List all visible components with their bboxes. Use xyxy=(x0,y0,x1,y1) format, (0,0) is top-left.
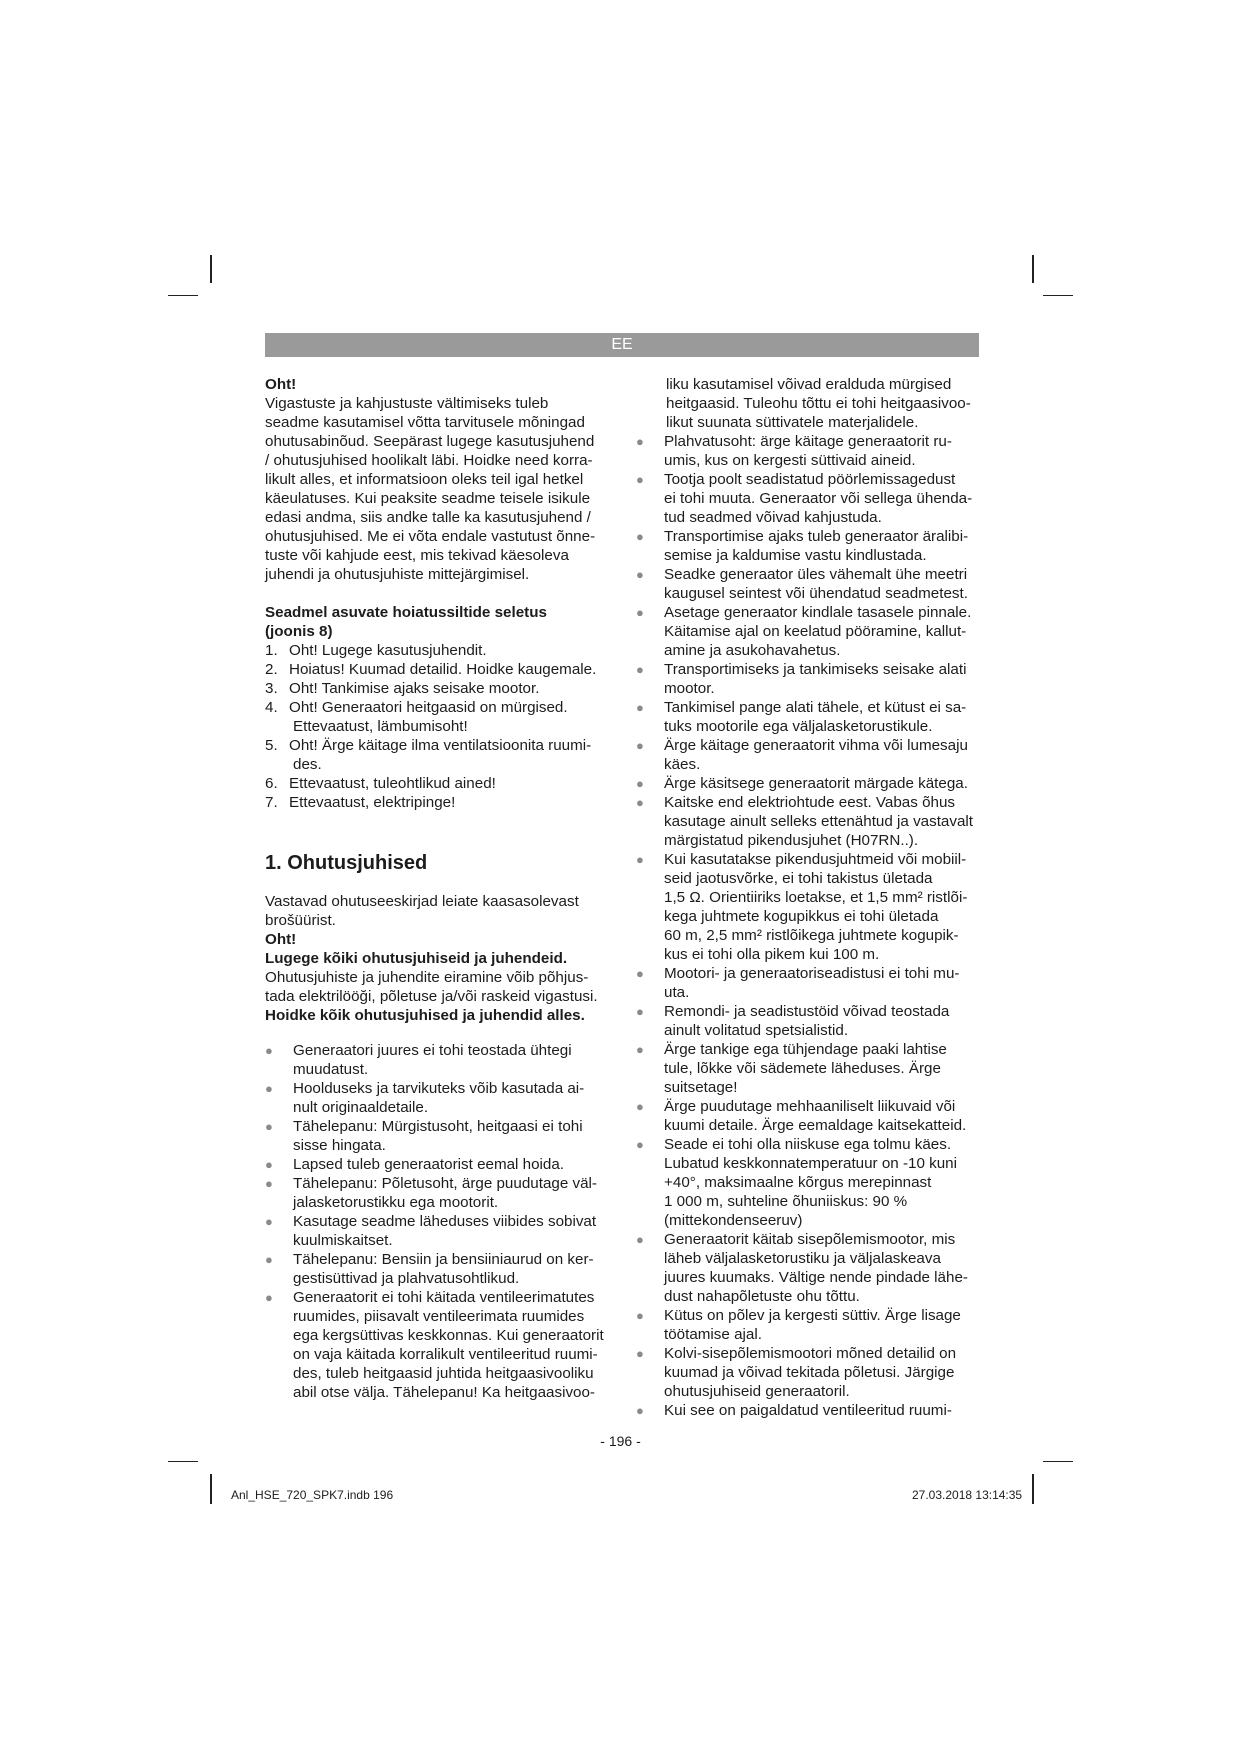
bullet-icon: ● xyxy=(265,1043,273,1058)
text-line: Lapsed tuleb generaatorist eemal hoida. xyxy=(293,1156,565,1173)
warning-labels-title: Seadmel asuvate hoiatussiltide seletus xyxy=(265,604,547,621)
text-line: Asetage generaator kindlale tasasele pinnale. xyxy=(664,604,972,621)
bullet-item xyxy=(636,527,986,565)
crop-mark xyxy=(1043,1461,1073,1462)
text-line: liku kasutamisel võivad eralduda mürgised xyxy=(666,376,952,393)
bullet-icon: ● xyxy=(265,1252,273,1267)
text-line: Kasutage seadme läheduses viibides sobivat xyxy=(293,1213,597,1230)
text-line: kasutage ainult selleks ettenähtud ja vastavalt xyxy=(664,813,974,830)
warning-label-item xyxy=(265,774,615,793)
text-line: Ärge puudutage mehhaaniliselt liikuvaid või xyxy=(664,1098,956,1115)
text-line: tuste või kahjude eest, mis tekivad käesoleva xyxy=(265,547,569,564)
text-line: seid jaotusvõrke, ei tohi takistus ületada xyxy=(664,870,933,887)
text-line: uta. xyxy=(664,984,690,1001)
bullet-item xyxy=(265,1079,615,1117)
warning-labels-list xyxy=(265,641,615,812)
bullet-icon: ● xyxy=(265,1290,273,1305)
bullet-item xyxy=(636,1135,986,1230)
text-line: abil otse välja. Tähelepanu! Ka heitgaasivoo- xyxy=(293,1384,595,1401)
text-line: tada elektrilööği, põletuse ja/või raskeid vigastusi. xyxy=(265,988,598,1005)
text-line: on vaja käitada korralikult ventileeritud ruumi- xyxy=(293,1346,598,1363)
bullet-text xyxy=(664,603,986,660)
text-line: Lubatud keskkonnatemperatuur on -10 kuni xyxy=(664,1155,957,1172)
bullet-item xyxy=(636,850,986,964)
item-text xyxy=(289,774,615,793)
bullet-item xyxy=(636,565,986,603)
warning-label-item xyxy=(265,698,615,736)
text-line: Ärge käsitsege generaatorit märgade kätega. xyxy=(664,775,968,792)
bullet-text xyxy=(664,1097,986,1135)
warning-label-item xyxy=(265,793,615,812)
text-line: ohutusjuhised. Me ei võta endale vastutust õnne- xyxy=(265,528,596,545)
print-file-info: Anl_HSE_720_SPK7.indb 196 xyxy=(231,1488,394,1502)
bullet-icon: ● xyxy=(636,567,644,582)
text-line: Kui see on paigaldatud ventileeritud ruumi- xyxy=(664,1402,952,1419)
text-line: +40°, maksimaalne kõrgus merepinnast xyxy=(664,1174,932,1191)
text-line: Ettevaatust, lämbumisoht! xyxy=(293,718,468,735)
text-line: nult originaaldetaile. xyxy=(293,1099,429,1116)
bullet-text xyxy=(664,470,986,527)
consequences-text xyxy=(265,968,615,1006)
bullet-text xyxy=(293,1288,615,1402)
text-line: Ohutusjuhiste ja juhendite eiramine võib põhjus- xyxy=(265,969,589,986)
bullet-text xyxy=(664,432,986,470)
bullet-icon: ● xyxy=(636,1403,644,1418)
text-line: semise ja kaldumise vastu kindlustada. xyxy=(664,547,927,564)
bullet-icon: ● xyxy=(636,1004,644,1019)
text-line: juhendi ja ohutusjuhiste mittejärgimisel. xyxy=(265,566,530,583)
text-line: 60 m, 2,5 mm² ristlõikega juhtmete kogupik- xyxy=(664,927,959,944)
text-line: kuulmiskaitset. xyxy=(293,1232,393,1249)
warning-label-item xyxy=(265,679,615,698)
text-line: Tootja poolt seadistatud pöörlemissagedust xyxy=(664,471,956,488)
crop-mark xyxy=(210,1474,212,1504)
text-line: Generaatori juures ei tohi teostada ühtegi xyxy=(293,1042,572,1059)
bullet-text xyxy=(664,1040,986,1097)
text-line: kega juhtmete kogupikkus ei tohi ületada xyxy=(664,908,939,925)
bullet-text xyxy=(664,660,986,698)
text-line: gestisüttivad ja plahvatusohtlikud. xyxy=(293,1270,520,1287)
bullet-item xyxy=(636,793,986,850)
text-line: Remondi- ja seadistustöid võivad teostada xyxy=(664,1003,950,1020)
text-line: kaugusel seintest või ühendatud seadmetest. xyxy=(664,585,968,602)
text-line: umis, kus on kergesti süttivaid aineid. xyxy=(664,452,916,469)
bullet-item xyxy=(636,1306,986,1344)
crop-mark xyxy=(1032,1474,1034,1504)
bullet-icon: ● xyxy=(265,1157,273,1172)
bullet-item xyxy=(636,698,986,736)
text-line: dust nahapõletuste ohu tõttu. xyxy=(664,1288,860,1305)
item-number: 6. xyxy=(265,775,278,792)
bullet-text xyxy=(293,1155,615,1174)
bullet-icon: ● xyxy=(636,776,644,791)
text-line: juures kuumaks. Vältige nende pindade lähe- xyxy=(664,1269,968,1286)
bullet-icon: ● xyxy=(636,1346,644,1361)
item-text xyxy=(289,660,615,679)
bullet-icon: ● xyxy=(636,700,644,715)
section-intro xyxy=(265,892,615,930)
text-line: Transportimiseks ja tankimiseks seisake alati xyxy=(664,661,967,678)
bullet-text xyxy=(293,1041,615,1079)
text-line: Ettevaatust, tuleohtlikud ained! xyxy=(289,775,496,792)
text-line: Tähelepanu: Bensiin ja bensiiniaurud on ker- xyxy=(293,1251,594,1268)
bullet-icon: ● xyxy=(636,795,644,810)
bullet-text xyxy=(293,1174,615,1212)
bullet-item xyxy=(636,432,986,470)
bullet-icon: ● xyxy=(636,738,644,753)
crop-mark xyxy=(1032,255,1034,283)
text-line: likut suunata süttivatele materjalidele. xyxy=(666,414,919,431)
text-line: Ettevaatust, elektripinge! xyxy=(289,794,456,811)
text-line: Ärge tankige ega tühjendage paaki lahtise xyxy=(664,1041,947,1058)
bullet-item xyxy=(636,1002,986,1040)
text-line: des, tuleb heitgaasid juhtida heitgaasivooliku xyxy=(293,1365,594,1382)
bullet-item xyxy=(636,964,986,1002)
text-line: Generaatorit käitab sisepõlemismootor, mis xyxy=(664,1231,956,1248)
text-line: Kolvi-sisepõlemismootori mõned detailid on xyxy=(664,1345,957,1362)
text-line: Hoolduseks ja tarvikuteks võib kasutada ai- xyxy=(293,1080,585,1097)
bullet-icon: ● xyxy=(636,1099,644,1114)
text-line: 1,5 Ω. Orientiiriks loetakse, et 1,5 mm² ristlõi- xyxy=(664,889,968,906)
text-line: ohutusjuhiseid generaatoril. xyxy=(664,1383,850,1400)
bullet-item xyxy=(636,470,986,527)
bullet-text xyxy=(293,1079,615,1117)
text-line: muudatust. xyxy=(293,1061,369,1078)
text-line: 1 000 m, suhteline õhuniiskus: 90 % xyxy=(664,1193,908,1210)
warning-label-item xyxy=(265,736,615,774)
danger-heading: Oht! xyxy=(265,376,297,393)
bullet-item xyxy=(265,1117,615,1155)
bullet-item xyxy=(265,1041,615,1079)
crop-mark xyxy=(1043,295,1073,296)
bullet-item xyxy=(636,1040,986,1097)
bullet-icon: ● xyxy=(265,1119,273,1134)
bullet-icon: ● xyxy=(265,1176,273,1191)
bullet-text xyxy=(293,1117,615,1155)
text-line: tule, lõkke või sädemete läheduses. Ärge xyxy=(664,1060,941,1077)
bullet-icon: ● xyxy=(636,662,644,677)
bullet-text xyxy=(664,964,986,1002)
text-line: ega kergsüttivas keskkonnas. Kui generaatorit xyxy=(293,1327,604,1344)
text-line: Oht! Tankimise ajaks seisake mootor. xyxy=(289,680,540,697)
text-line: des. xyxy=(293,756,322,773)
language-code: EE xyxy=(611,336,633,353)
bullet-text xyxy=(664,1306,986,1344)
text-line: töötamise ajal. xyxy=(664,1326,762,1343)
text-line: Ärge käitage generaatorit vihma või lumesaju xyxy=(664,737,968,754)
right-column xyxy=(636,375,986,1420)
text-line: heitgaasid. Tuleohu tõttu ei tohi heitgaasivoo- xyxy=(666,395,971,412)
text-line: kuumi detaile. Ärge eemaldage kaitsekatteid. xyxy=(664,1117,967,1134)
text-line: likult alles, et informatsioon oleks teil igal hetkel xyxy=(265,471,584,488)
text-line: / ohutusjuhised hoolikalt läbi. Hoidke need korra- xyxy=(265,452,593,469)
item-number: 7. xyxy=(265,794,278,811)
bullet-text xyxy=(664,850,986,964)
text-line: Tähelepanu: Mürgistusoht, heitgaasi ei tohi xyxy=(293,1118,583,1135)
bullet-text xyxy=(293,1250,615,1288)
item-text xyxy=(289,698,615,736)
language-header-bar xyxy=(265,333,979,357)
crop-mark xyxy=(168,295,198,296)
text-line: amine ja asukohavahetus. xyxy=(664,642,841,659)
bullet-icon: ● xyxy=(636,852,644,867)
text-line: Oht! Lugege kasutusjuhendit. xyxy=(289,642,487,659)
text-line: ruumides, piisavalt ventileerimata ruumides xyxy=(293,1308,585,1325)
bullet-item xyxy=(636,1230,986,1306)
text-line: brošüürist. xyxy=(265,912,336,929)
text-line: Seadke generaator üles vähemalt ühe meetri xyxy=(664,566,968,583)
bullet-icon: ● xyxy=(636,1232,644,1247)
bullet-icon: ● xyxy=(636,605,644,620)
warning-label-item xyxy=(265,641,615,660)
bullet-item xyxy=(636,603,986,660)
text-line: sisse hingata. xyxy=(293,1137,386,1154)
bullet-text xyxy=(664,1135,986,1230)
item-text xyxy=(289,736,615,774)
bullet-icon: ● xyxy=(636,1137,644,1152)
text-line: Tähelepanu: Põletusoht, ärge puudutage väl- xyxy=(293,1175,597,1192)
bullet-text xyxy=(664,1230,986,1306)
text-line: Oht! Generaatori heitgaasid on mürgised. xyxy=(289,699,568,716)
left-column xyxy=(265,375,615,1402)
intro-paragraph xyxy=(265,394,615,584)
item-number: 5. xyxy=(265,737,278,754)
text-line: kus ei tohi olla pikem kui 100 m. xyxy=(664,946,880,963)
warning-labels-subtitle: (joonis 8) xyxy=(265,623,333,640)
print-datetime: 27.03.2018 13:14:35 xyxy=(912,1488,1023,1502)
bullet-icon: ● xyxy=(636,434,644,449)
bullet-item xyxy=(265,1174,615,1212)
read-instructions-note: Lugege kõiki ohutusjuhiseid ja juhendeid. xyxy=(265,950,568,967)
bullet-text xyxy=(664,774,986,793)
text-line: käeulatuses. Kui peaksite seadme teisele isikule xyxy=(265,490,591,507)
text-line: tud seadmed võivad kahjustuda. xyxy=(664,509,882,526)
text-line: Tankimisel pange alati tähele, et kütust ei sa- xyxy=(664,699,967,716)
bullet-icon: ● xyxy=(636,472,644,487)
text-line: Hoiatus! Kuumad detailid. Hoidke kaugemale. xyxy=(289,661,597,678)
bullet-icon: ● xyxy=(265,1214,273,1229)
crop-mark xyxy=(210,255,212,283)
text-line: ohutusabinõud. Seepärast lugege kasutusjuhend xyxy=(265,433,595,450)
item-number: 4. xyxy=(265,699,278,716)
text-line: läheb väljalasketorustiku ja väljalaskeava xyxy=(664,1250,941,1267)
bullet-text xyxy=(664,1344,986,1401)
bullet-item xyxy=(636,1097,986,1135)
bullet-text xyxy=(664,736,986,774)
text-line: Kaitske end elektriohtude eest. Vabas õhus xyxy=(664,794,956,811)
left-safety-bullets xyxy=(265,1041,615,1402)
item-number: 1. xyxy=(265,642,278,659)
bullet-item xyxy=(265,1155,615,1174)
text-line: käes. xyxy=(664,756,701,773)
section-title: 1. Ohutusjuhised xyxy=(265,852,428,874)
text-line: Vastavad ohutuseeskirjad leiate kaasasolevast xyxy=(265,893,579,910)
bullet-item xyxy=(265,1250,615,1288)
text-line: Käitamise ajal on keelatud pööramine, kallut- xyxy=(664,623,967,640)
keep-instructions-note: Hoidke kõik ohutusjuhised ja juhendid alles. xyxy=(265,1007,585,1024)
text-line: Oht! Ärge käitage ilma ventilatsioonita ruumi- xyxy=(289,737,592,754)
bullet-item xyxy=(265,1288,615,1402)
text-line: ei tohi muuta. Generaator või sellega ühenda- xyxy=(664,490,973,507)
bullet-item xyxy=(636,736,986,774)
text-line: Vigastuste ja kahjustuste vältimiseks tuleb xyxy=(265,395,549,412)
item-number: 3. xyxy=(265,680,278,697)
text-line: suitsetage! xyxy=(664,1079,738,1096)
item-number: 2. xyxy=(265,661,278,678)
text-line: Transportimise ajaks tuleb generaator äralibi- xyxy=(664,528,969,545)
continued-paragraph xyxy=(666,375,986,432)
bullet-text xyxy=(664,698,986,736)
bullet-text xyxy=(664,1401,986,1420)
text-line: (mittekondenseeruv) xyxy=(664,1212,803,1229)
bullet-icon: ● xyxy=(636,966,644,981)
text-line: Generaatorit ei tohi käitada ventileerimatutes xyxy=(293,1289,595,1306)
page-number: - 196 - xyxy=(600,1433,641,1449)
text-line: Seade ei tohi olla niiskuse ega tolmu käes. xyxy=(664,1136,952,1153)
warning-label-item xyxy=(265,660,615,679)
bullet-text xyxy=(664,1002,986,1040)
bullet-icon: ● xyxy=(265,1081,273,1096)
text-line: kuumad ja võivad tekitada põletusi. Järgige xyxy=(664,1364,955,1381)
text-line: seadme kasutamisel võtta tarvitusele mõningad xyxy=(265,414,585,431)
bullet-text xyxy=(293,1212,615,1250)
item-text xyxy=(289,679,615,698)
text-line: ainult volitatud spetsialistid. xyxy=(664,1022,849,1039)
bullet-text xyxy=(664,565,986,603)
right-safety-bullets xyxy=(636,432,986,1420)
text-line: Plahvatusoht: ärge käitage generaatorit ru- xyxy=(664,433,952,450)
crop-mark xyxy=(168,1461,198,1462)
text-line: Kui kasutatakse pikendusjuhtmeid või mobiil- xyxy=(664,851,967,868)
bullet-item xyxy=(265,1212,615,1250)
bullet-text xyxy=(664,527,986,565)
bullet-item xyxy=(636,774,986,793)
item-text xyxy=(289,793,615,812)
text-line: tuks mootorile ega väljalasketorustikule. xyxy=(664,718,933,735)
danger-heading-2: Oht! xyxy=(265,931,297,948)
text-line: Kütus on põlev ja kergesti süttiv. Ärge lisage xyxy=(664,1307,961,1324)
bullet-icon: ● xyxy=(636,529,644,544)
item-text xyxy=(289,641,615,660)
text-line: mootor. xyxy=(664,680,715,697)
text-line: jalasketorustikku ega mootorit. xyxy=(293,1194,499,1211)
text-line: märgistatud pikendusjuhet (H07RN..). xyxy=(664,832,919,849)
bullet-item xyxy=(636,1401,986,1420)
text-line: Mootori- ja generaatoriseadistusi ei tohi mu- xyxy=(664,965,960,982)
bullet-item xyxy=(636,660,986,698)
bullet-item xyxy=(636,1344,986,1401)
bullet-text xyxy=(664,793,986,850)
bullet-icon: ● xyxy=(636,1042,644,1057)
text-line: edasi andma, siis andke talle ka kasutusjuhend / xyxy=(265,509,591,526)
bullet-icon: ● xyxy=(636,1308,644,1323)
